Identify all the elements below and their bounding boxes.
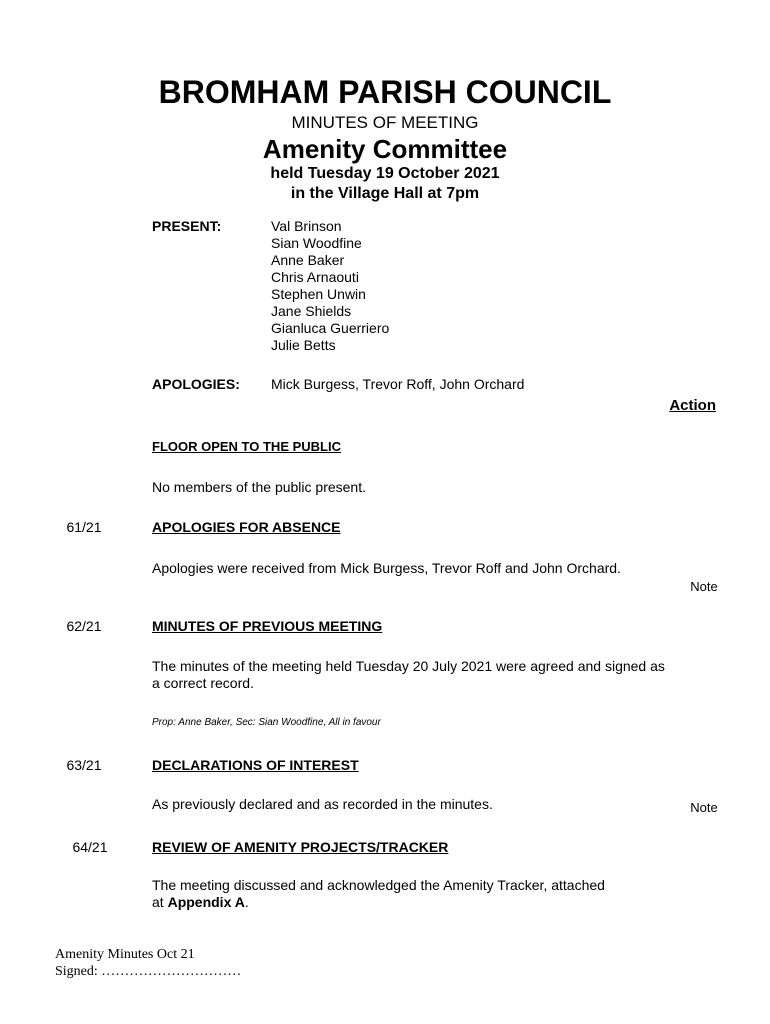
- item-number-64: 64/21: [72, 839, 108, 855]
- meeting-date: held Tuesday 19 October 2021: [270, 165, 500, 182]
- item-heading-63: DECLARATIONS OF INTEREST: [152, 757, 359, 773]
- item-text-62: The minutes of the meeting held Tuesday 20 July 2021 were agreed and signed as a correct record.: [152, 658, 665, 691]
- footer-title: Amenity Minutes Oct 21: [55, 947, 195, 962]
- present-list: [271, 218, 389, 354]
- action-column-header: Action: [669, 397, 716, 414]
- item-text-63: As previously declared and as recorded in the minutes.: [152, 796, 493, 812]
- apologies-label: APOLOGIES:: [152, 376, 240, 392]
- item-text-64-main: The meeting discussed and acknowledged the Amenity Tracker, attached at: [152, 877, 605, 910]
- item-number-63: 63/21: [66, 757, 102, 773]
- item-action-61: Note: [690, 579, 718, 594]
- present-name: Stephen Unwin: [271, 286, 366, 302]
- present-name: Anne Baker: [271, 252, 345, 268]
- meeting-venue: in the Village Hall at 7pm: [290, 185, 480, 202]
- item-action-63: Note: [690, 800, 718, 815]
- item-heading-62: MINUTES OF PREVIOUS MEETING: [152, 618, 383, 634]
- floor-heading: FLOOR OPEN TO THE PUBLIC: [152, 439, 341, 454]
- item-prop-62: Prop: Anne Baker, Sec: Sian Woodfine, All in favour: [152, 717, 381, 728]
- document-type: MINUTES OF MEETING: [291, 113, 479, 132]
- present-name: Gianluca Guerriero: [271, 320, 390, 336]
- floor-text: No members of the public present.: [152, 479, 366, 495]
- present-name: Chris Arnaouti: [271, 269, 359, 285]
- present-label: PRESENT:: [152, 218, 222, 234]
- council-title: BROMHAM PARISH COUNCIL: [158, 74, 612, 110]
- item-text-64: [152, 877, 612, 911]
- present-name: Jane Shields: [271, 303, 352, 319]
- item-heading-61: APOLOGIES FOR ABSENCE: [152, 519, 341, 535]
- present-name: Sian Woodfine: [271, 235, 362, 251]
- footer-signed: Signed: …………………………: [55, 964, 242, 979]
- present-name: Julie Betts: [271, 337, 336, 353]
- committee-title: Amenity Committee: [262, 134, 508, 164]
- present-name: Val Brinson: [271, 218, 342, 234]
- item-number-61: 61/21: [66, 519, 102, 535]
- item-text-61: Apologies were received from Mick Burgess, Trevor Roff and John Orchard.: [152, 560, 621, 576]
- apologies-names: Mick Burgess, Trevor Roff, John Orchard: [271, 376, 525, 392]
- appendix-reference: Appendix A: [167, 894, 245, 910]
- item-heading-64: REVIEW OF AMENITY PROJECTS/TRACKER: [152, 839, 449, 855]
- item-number-62: 62/21: [66, 618, 102, 634]
- item-text-64-end: .: [244, 894, 249, 910]
